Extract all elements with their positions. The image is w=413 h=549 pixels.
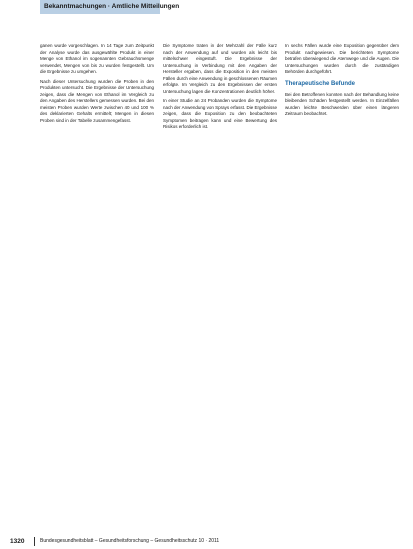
section-heading: Therapeutische Befunde [285, 80, 356, 87]
paragraph: Nach dieser Untersuchung wurden die Proben in den Produkten untersucht. Die Ergebnisse der Untersuchung zeigen, dass die Mengen von Ethanol im Vergleich zu den Angaben des Herstellers gemessen wurden. Bei den meisten Proben wurden Werte zwischen 40 und 100 % des deklarierten Gehalts ermittelt; Mengen in diesen Proben sind in der Tabelle zusammengefasst. [40, 78, 154, 123]
text-column-3 [285, 43, 399, 121]
paragraph: ganen wurde vorgeschlagen. In 14 Tage zum Zeitpunkt der Analyse wurde das ausgewählte Produkt in einer Menge von Ethanol im sogenannten Gebrauchsmenge verwendet, Mengen von bis zu wurden festgestellt. Um die Ergebnisse zu umgehen. [40, 43, 154, 74]
text-column-1 [40, 43, 154, 127]
page-footer [0, 534, 413, 549]
paragraph: In sechs Fällen wurde eine Exposition gegenüber dem Produkt nachgewiesen. Die berichteten Symptome betrafen überwiegend die Atemwege und die Augen. Die Untersuchungen wurden durch die zuständigen Behörden durchgeführt. [285, 43, 399, 74]
paragraph: Bei den Betroffenen konnten nach der Behandlung keine bleibenden Schäden festgestellt werden. In Einzelfällen wurden leichte Beschwerden über einen längeren Zeitraum beobachtet. [285, 91, 399, 116]
paragraph: In einer Studie an 24 Probanden wurden die Symptome nach der Anwendung von Sprays erfasst. Die Ergebnisse zeigen, dass die Exposition zu den beobachteten Symptomen beitragen kann und eine Bewertung des Risikos erforderlich ist. [163, 98, 277, 129]
paragraph: Die Symptome traten in der Mehrzahl der Fälle kurz nach der Anwendung auf und wurden als leicht bis mittelschwer eingestuft. Die Ergebnisse der Untersuchung in Verbindung mit den Angaben der Hersteller ergaben, dass die Exposition in den meisten Fällen durch eine Anwendung in geschlossenen Räumen erfolgte. Im Vergleich zu den Ergebnissen der ersten Untersuchung lagen die Konzentrationen deutlich höher. [163, 43, 277, 94]
page-number: 1320 [10, 538, 25, 545]
section-header: Bekanntmachungen · Amtliche Mitteilungen [40, 0, 160, 14]
text-column-2 [163, 43, 277, 134]
footer-divider [34, 537, 35, 546]
journal-citation: Bundesgesundheitsblatt – Gesundheitsforschung – Gesundheitsschutz 10 · 2011 [40, 538, 220, 544]
